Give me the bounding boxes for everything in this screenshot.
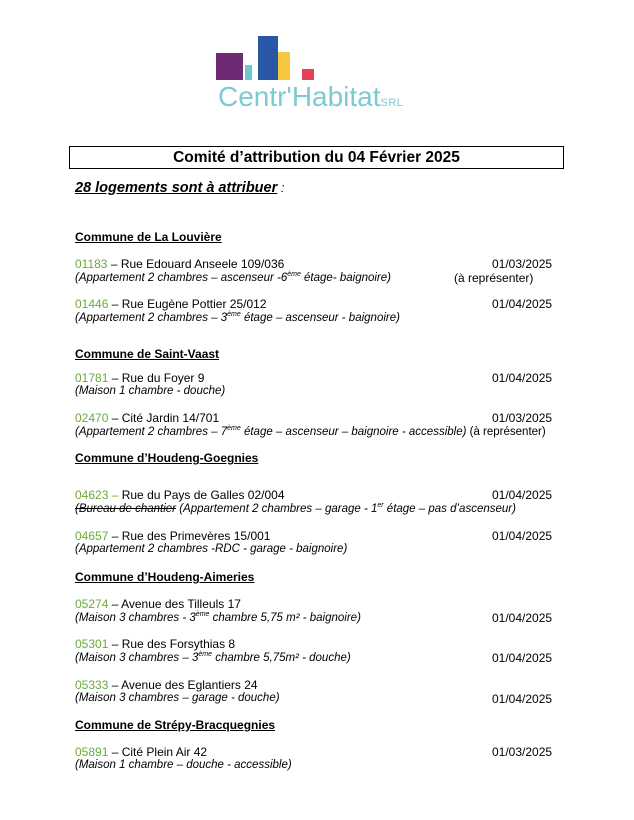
entry-description: (Bureau de chantier (Appartement 2 chambres – garage - 1er étage – pas d’ascenseur)	[75, 502, 516, 515]
entry-date: 01/04/2025	[492, 297, 553, 311]
entry-code: 05274	[75, 597, 109, 611]
logo-block-pink	[302, 69, 314, 80]
page-title: Comité d’attribution du 04 Février 2025	[69, 146, 564, 169]
commune-heading: Commune d’Houdeng-Goegnies	[75, 451, 259, 465]
logo-wordmark: Centr'HabitatSRL	[218, 81, 404, 112]
entry-date: 01/04/2025	[492, 692, 553, 706]
logo-block-purple	[216, 53, 243, 80]
entry-code: 04657	[75, 529, 109, 543]
entry-code: 05891	[75, 745, 109, 759]
entry-address-line: 01446 – Rue Eugène Pottier 25/012	[75, 297, 267, 311]
entry-address-line: 04657 – Rue des Primevères 15/001	[75, 529, 271, 543]
entry-address-line: 04623 – Rue du Pays de Galles 02/004	[75, 488, 285, 502]
entry-date: 01/03/2025	[492, 411, 553, 425]
entry-description: (Maison 3 chambres – garage - douche)	[75, 692, 280, 704]
entry-date: 01/04/2025	[492, 529, 553, 543]
entry-code: 01781	[75, 371, 109, 385]
commune-heading: Commune de La Louvière	[75, 230, 222, 244]
entry-description: (Appartement 2 chambres – 7ème étage – ascenseur – baignoire - accessible) (à représenter)	[75, 425, 546, 438]
logo-block-teal	[245, 65, 252, 80]
entry-code: 05333	[75, 678, 109, 692]
entry-address-line: 05891 – Cité Plein Air 42	[75, 745, 208, 759]
entry-note: (à représenter)	[454, 271, 534, 285]
entry-address-line: 05333 – Avenue des Eglantiers 24	[75, 678, 258, 692]
entry-code: 05301	[75, 637, 109, 651]
entry-description: (Appartement 2 chambres – ascenseur -6ème étage- baignoire)	[75, 271, 391, 284]
entry-date: 01/04/2025	[492, 651, 553, 665]
entry-date: 01/03/2025	[492, 745, 553, 759]
entry-description: (Maison 1 chambre – douche - accessible)	[75, 759, 292, 771]
entry-description: (Appartement 2 chambres – 3ème étage – ascenseur - baignoire)	[75, 311, 400, 324]
entry-code: 01446	[75, 297, 109, 311]
company-logo	[214, 34, 424, 118]
entry-address-line: 01781 – Rue du Foyer 9	[75, 371, 205, 385]
entry-address-line: 05274 – Avenue des Tilleuls 17	[75, 597, 241, 611]
commune-heading: Commune de Saint-Vaast	[75, 347, 220, 361]
entry-date: 01/04/2025	[492, 611, 553, 625]
logo-block-yellow	[278, 52, 290, 80]
logo-block-blue	[258, 36, 278, 80]
struck-text: (Bureau de chantier	[75, 502, 177, 515]
entry-code: 01183	[75, 257, 108, 271]
commune-heading: Commune d’Houdeng-Aimeries	[75, 570, 255, 584]
entry-address-line: 02470 – Cité Jardin 14/701	[75, 411, 220, 425]
entry-address-line: 05301 – Rue des Forsythias 8	[75, 637, 236, 651]
entry-description: (Maison 3 chambres – 3ème chambre 5,75m² - douche)	[75, 651, 351, 664]
entry-date: 01/03/2025	[492, 257, 553, 271]
entry-address-line: 01183 – Rue Edouard Anseele 109/036	[75, 257, 285, 271]
entry-description: (Maison 3 chambres - 3ème chambre 5,75 m² - baignoire)	[75, 611, 361, 624]
entry-date: 01/04/2025	[492, 371, 553, 385]
entry-note: (à représenter)	[466, 425, 546, 438]
commune-heading: Commune de Strépy-Bracquegnies	[75, 718, 276, 732]
entry-code: 02470	[75, 411, 109, 425]
entry-code: 04623	[75, 488, 109, 502]
entry-description: (Maison 1 chambre - douche)	[75, 385, 226, 397]
entry-date: 01/04/2025	[492, 488, 553, 502]
subtitle: 28 logements sont à attribuer :	[75, 180, 285, 196]
entry-description: (Appartement 2 chambres -RDC - garage - baignoire)	[75, 543, 348, 555]
